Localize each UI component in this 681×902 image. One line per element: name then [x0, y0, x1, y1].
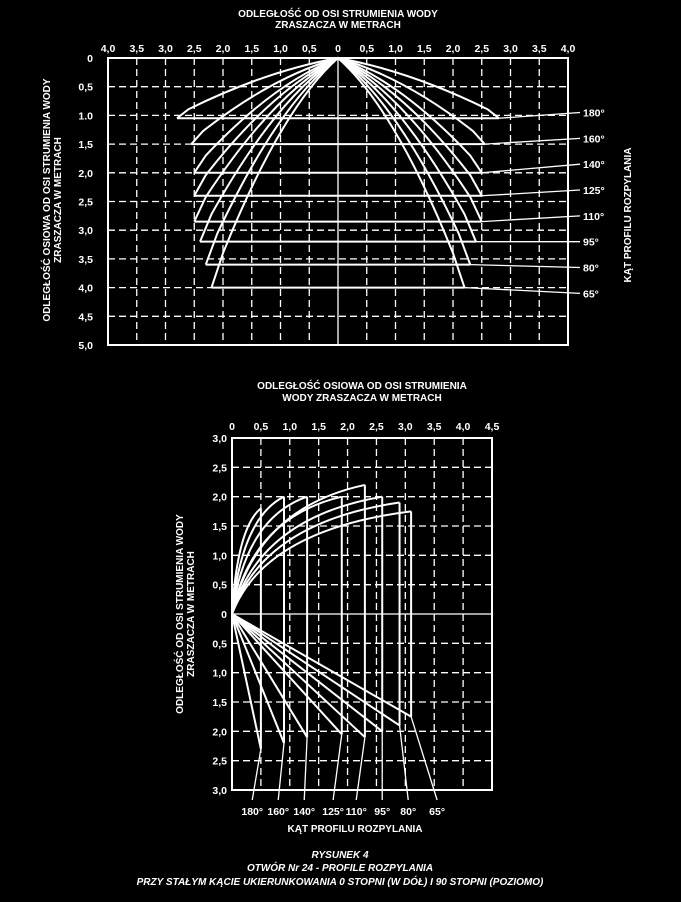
y-axis-label-line-2: ZRASZACZA W METRACH — [186, 551, 197, 677]
y-tick-label: 1,0 — [212, 667, 227, 680]
chart-title-line-2: ZRASZACZA W METRACH — [275, 20, 401, 31]
y-tick-label: 2,0 — [212, 726, 227, 739]
x-tick-label: 1,0 — [388, 43, 403, 55]
figure-caption — [137, 850, 544, 888]
profile-leader-line — [252, 749, 261, 800]
profile-leader-line — [485, 138, 580, 144]
x-tick-label: 3,0 — [503, 43, 518, 55]
x-tick-label: 0,5 — [359, 43, 375, 55]
y-tick-label: 1,0 — [212, 550, 227, 563]
x-tick-label: 1,5 — [311, 421, 326, 433]
x-tick-label: 0 — [229, 421, 235, 433]
profile-lower-line — [232, 614, 342, 734]
y-axis-label-line-2: ZRASZACZA W METRACH — [53, 137, 64, 263]
x-tick-label: 3,5 — [129, 43, 145, 55]
x-tick-label: 2,0 — [340, 421, 355, 433]
profile-lower-line — [232, 614, 411, 717]
angle-label: 65° — [583, 288, 599, 301]
profile-leader-line — [470, 265, 580, 268]
y-tick-label: 4,5 — [78, 311, 93, 324]
angle-label: 125° — [583, 185, 605, 198]
y-tick-label: 3,0 — [78, 225, 93, 238]
angle-label: 140° — [293, 806, 316, 818]
angle-label: 95° — [583, 236, 599, 249]
x-tick-label: 4,0 — [455, 421, 471, 433]
angle-label: 140° — [583, 159, 605, 172]
angle-label: 180° — [583, 107, 605, 120]
y-tick-label: 2,0 — [78, 167, 93, 180]
chart-top-profiles — [40, 7, 634, 352]
x-axis-label: KĄT PROFILU ROZPYLANIA — [287, 824, 423, 835]
y-tick-label: 0 — [87, 53, 93, 65]
profile-lower-line — [232, 614, 365, 737]
x-tick-label: 1,5 — [416, 43, 432, 55]
x-tick-label: 3,0 — [158, 43, 173, 55]
x-tick-label: 2,0 — [215, 43, 231, 55]
x-tick-label: 2,5 — [474, 43, 490, 55]
x-tick-label: 3,0 — [398, 421, 413, 433]
x-tick-label: 0 — [335, 43, 341, 55]
y-tick-label: 2,0 — [212, 491, 227, 504]
y-tick-label: 5,0 — [78, 340, 93, 352]
angle-label: 125° — [322, 806, 344, 818]
y-axis-label-line-1: ODLEGŁOŚĆ OSIOWA OD OSI STRUMIENIA WODY — [42, 78, 53, 322]
x-tick-label: 0,5 — [301, 43, 317, 55]
y-axis-label-line-1: ODLEGŁOŚĆ OD OSI STRUMIENIA WODY — [175, 514, 186, 714]
side-label: KĄT PROFILU ROZPYLANIA — [623, 147, 634, 283]
y-tick-label: 3,0 — [212, 433, 227, 445]
y-tick-label: 1,5 — [212, 697, 227, 709]
profile-leader-line — [400, 725, 409, 800]
y-tick-label: 2,5 — [212, 755, 227, 768]
y-tick-label: 1,5 — [78, 139, 93, 152]
x-tick-label: 2,5 — [369, 421, 384, 433]
x-tick-label: 0,5 — [253, 421, 269, 433]
x-tick-label: 1,0 — [282, 421, 298, 433]
angle-label: 95° — [374, 806, 391, 818]
profile-leader-line — [482, 164, 580, 173]
profile-lower-line — [232, 614, 400, 725]
y-tick-label: 1,5 — [212, 521, 227, 533]
angle-label: 80° — [583, 262, 599, 275]
y-tick-label: 2,5 — [78, 196, 93, 209]
y-tick-label: 3,5 — [78, 253, 93, 266]
y-tick-label: 0 — [221, 609, 227, 621]
chart-title-line-2: WODY ZRASZACZA W METRACH — [282, 393, 442, 404]
y-axis-label — [40, 78, 64, 321]
caption-line-2: OTWÓR Nr 24 - PROFILE ROZPYLANIA — [246, 863, 434, 874]
chart-title-line-1: ODLEGŁOŚĆ OSIOWA OD OSI STRUMIENIA — [257, 381, 467, 392]
x-tick-label: 2,0 — [445, 43, 461, 55]
profile-upper-curve — [232, 511, 411, 614]
angle-label: 180° — [241, 806, 264, 818]
chart-bottom-profiles — [173, 379, 499, 835]
y-tick-label: 3,0 — [212, 785, 227, 797]
y-tick-label: 4,0 — [78, 282, 93, 295]
x-tick-label: 1,0 — [273, 43, 288, 55]
angle-label: 160° — [583, 133, 605, 146]
chart-title-line-1: ODLEGŁOŚĆ OD OSI STRUMIENIA WODY — [238, 9, 438, 20]
x-tick-label: 4,0 — [100, 43, 116, 55]
profile-lower-line — [232, 614, 307, 737]
angle-label: 110° — [345, 806, 367, 818]
profile-leader-line — [278, 743, 284, 800]
angle-label: 80° — [400, 806, 417, 818]
x-tick-label: 4,0 — [560, 43, 576, 55]
profile-upper-curve — [232, 503, 400, 614]
x-tick-label: 1,5 — [244, 43, 260, 55]
profile-leader-line — [411, 717, 437, 800]
x-tick-label: 3,5 — [426, 421, 442, 433]
y-tick-label: 1.0 — [78, 110, 93, 123]
angle-label: 110° — [583, 210, 605, 223]
angle-label: 65° — [429, 806, 446, 818]
caption-line-3: PRZY STAŁYM KĄCIE UKIERUNKOWANIA 0 STOPNI (W DÓŁ) I 90 STOPNI (POZIOMO) — [136, 877, 544, 888]
x-tick-label: 2,5 — [186, 43, 202, 55]
y-axis-label — [173, 514, 197, 714]
x-tick-label: 3,5 — [531, 43, 547, 55]
y-tick-label: 0,5 — [212, 638, 227, 651]
y-tick-label: 0,5 — [78, 81, 93, 94]
caption-line-1: RYSUNEK 4 — [311, 850, 369, 861]
angle-label: 160° — [267, 806, 290, 818]
profile-upper-curve — [232, 485, 365, 614]
y-tick-label: 2,5 — [212, 462, 227, 475]
y-tick-label: 0,5 — [212, 579, 227, 592]
x-tick-label: 4,5 — [484, 421, 500, 433]
profile-leader-line — [482, 190, 580, 196]
profile-leader-line — [482, 216, 580, 222]
